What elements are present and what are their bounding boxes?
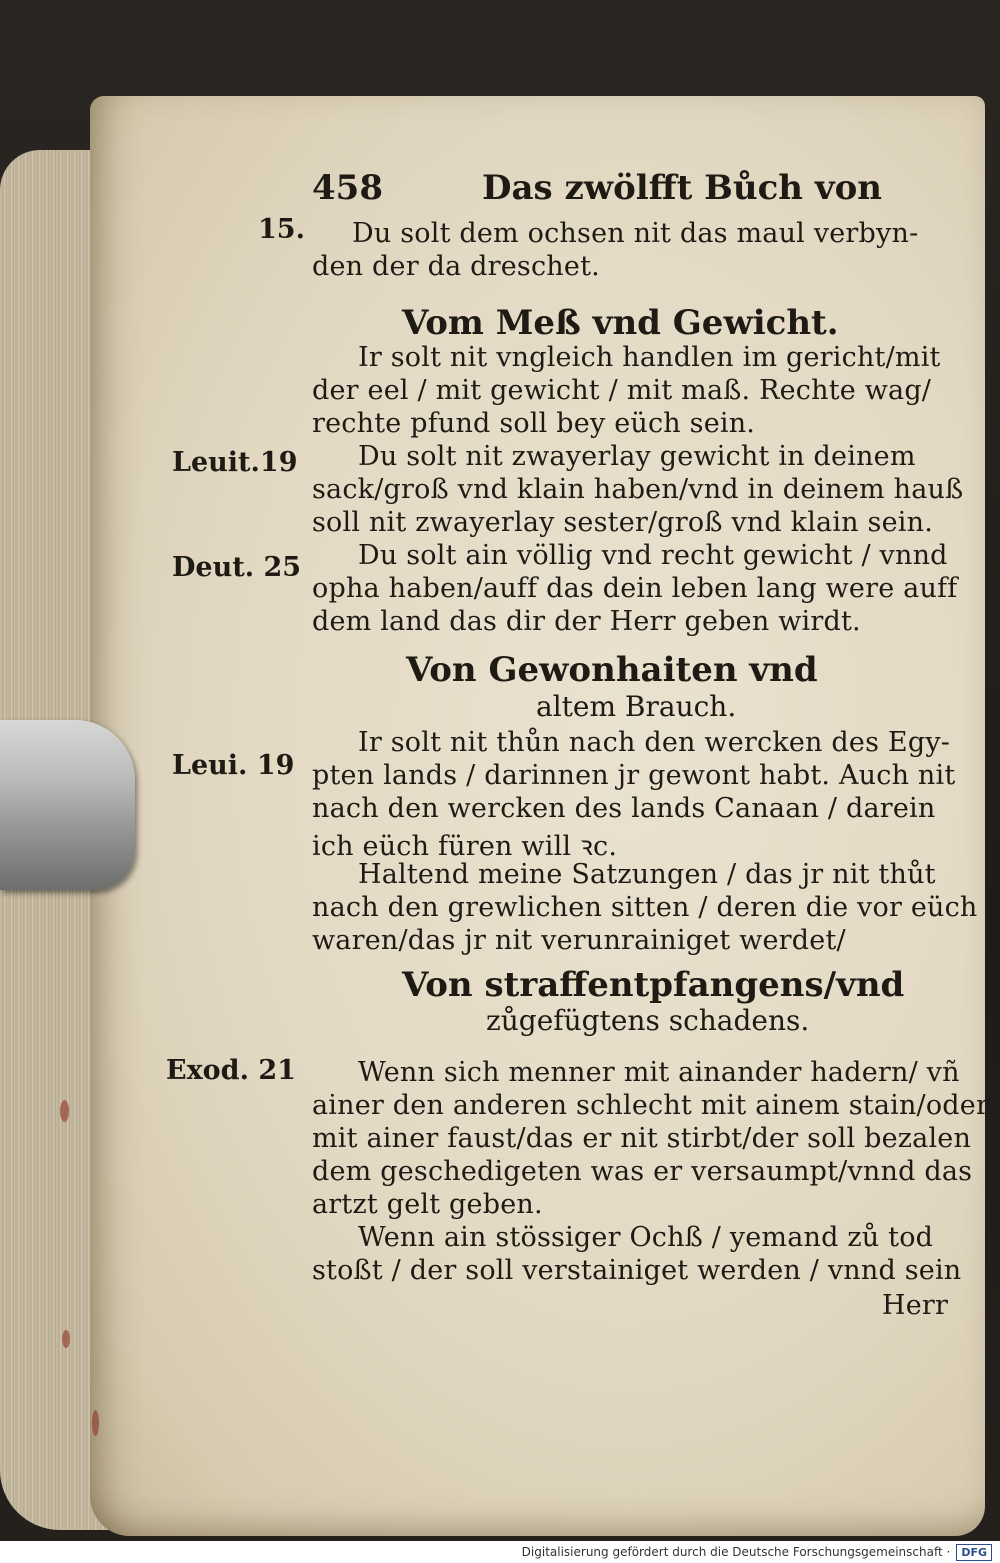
text-line: Wenn ain stössiger Ochß / yemand zů tod [358,1222,934,1253]
text-line: waren/das jr nit verunrainiget werdet/ [312,925,846,956]
ink-stain [62,1330,70,1348]
text-line: artzt gelt geben. [312,1189,543,1220]
text-line: rechte pfund soll bey eüch sein. [312,408,756,439]
text-line: Wenn sich menner mit ainander hadern/ vñ [358,1057,960,1088]
text-line: stoßt / der soll verstainiget werden / vnnd sein [312,1255,962,1286]
text-line: soll nit zwayerlay sester/groß vnd klain sein. [312,507,933,538]
catchword: Herr [882,1290,949,1321]
text-line: ich eüch füren will ꝛc. [312,831,618,862]
section-heading: zůgefügtens schadens. [486,1004,810,1037]
text-line: Du solt dem ochsen nit das maul verbyn- [352,218,919,249]
text-line: der eel / mit gewicht / mit maß. Rechte wag/ [312,375,932,406]
margin-note: 15. [258,214,305,245]
text-line: Ir solt nit vngleich handlen im gericht/mit [358,342,941,373]
margin-note: Deut. 25 [172,552,302,583]
text-line: dem land das dir der Herr geben wirdt. [312,606,861,637]
text-line: mit ainer faust/das er nit stirbt/der soll bezalen [312,1123,972,1154]
text-line: Haltend meine Satzungen / das jr nit thůt [358,859,936,890]
text-line: Du solt nit zwayerlay gewicht in deinem [358,441,916,472]
running-head: Das zwölfft Bůch von [482,168,882,208]
margin-note: Leuit.19 [172,447,298,478]
text-line: den der da dreschet. [312,251,600,282]
section-heading: Von Gewonhaiten vnd [406,650,818,690]
text-line: dem geschedigeten was er versaumpt/vnnd das [312,1156,973,1187]
section-heading: Von straffentpfangens/vnd [402,965,905,1005]
text-line: Ir solt nit thůn nach den wercken des Egy- [358,727,951,758]
footer-credit: Digitalisierung gefördert durch die Deutsche Forschungsgemeinschaft · [521,1545,951,1559]
ink-stain [92,1410,99,1436]
text-line: nach den grewlichen sitten / deren die vor eüch [312,892,978,923]
text-line: opha haben/auff das dein leben lang were auff [312,573,958,604]
text-line: pten lands / darinnen jr gewont habt. Auch nit [312,760,956,791]
ink-stain [60,1100,69,1122]
dfg-logo-icon: DFG [956,1544,992,1561]
margin-note: Leui. 19 [172,750,295,781]
section-heading: altem Brauch. [536,690,737,723]
page-clamp [0,720,135,890]
text-line: ainer den anderen schlecht mit ainem stain/oder [312,1090,990,1121]
margin-note: Exod. 21 [166,1055,296,1086]
page-number: 458 [312,168,383,208]
text-line: sack/groß vnd klain haben/vnd in deinem hauß [312,474,964,505]
digitization-footer [0,1541,1000,1563]
section-heading: Vom Meß vnd Gewicht. [402,303,839,343]
text-line: Du solt ain völlig vnd recht gewicht / vnnd [358,540,948,571]
text-line: nach den wercken des lands Canaan / darein [312,793,936,824]
